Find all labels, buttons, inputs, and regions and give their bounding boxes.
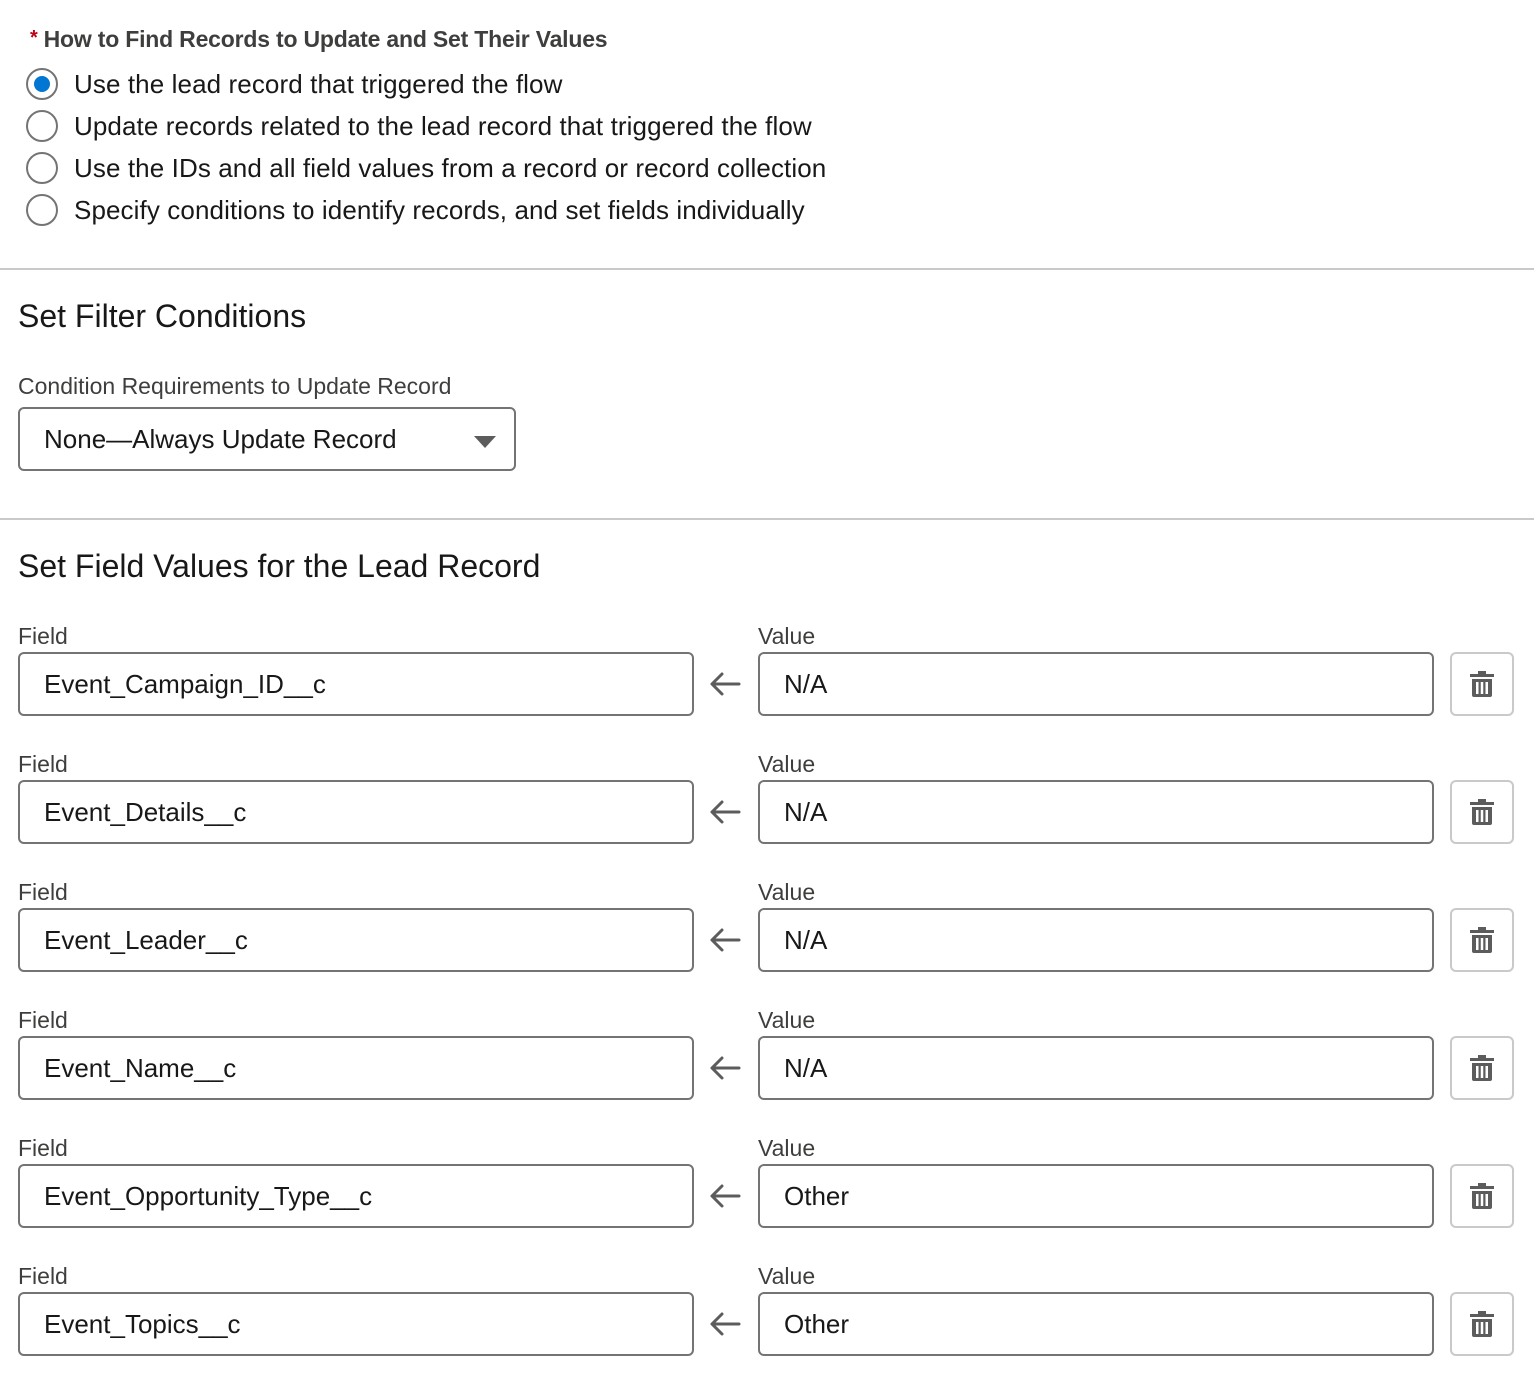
radio-option-label: Update records related to the lead record that triggered the flow bbox=[74, 110, 812, 141]
field-input[interactable]: Event_Topics__c bbox=[18, 1292, 694, 1356]
value-label: Value bbox=[758, 1263, 816, 1289]
field-input[interactable]: Event_Leader__c bbox=[18, 908, 694, 972]
condition-requirements-value: None—Always Update Record bbox=[44, 423, 397, 454]
value-input[interactable]: Other bbox=[758, 1164, 1434, 1228]
field-label: Field bbox=[18, 1007, 68, 1033]
arrow-left-icon bbox=[708, 925, 742, 955]
radio-button[interactable] bbox=[26, 110, 58, 142]
arrow-left-icon bbox=[708, 669, 742, 699]
trash-icon bbox=[1469, 1310, 1495, 1338]
field-input[interactable]: Event_Name__c bbox=[18, 1036, 694, 1100]
radio-option-related-records[interactable] bbox=[26, 109, 812, 143]
value-label: Value bbox=[758, 879, 816, 905]
radio-option-triggering-record[interactable] bbox=[26, 67, 562, 101]
radio-option-label: Use the lead record that triggered the flow bbox=[74, 68, 563, 99]
arrow-left-icon bbox=[708, 797, 742, 827]
value-label: Value bbox=[758, 751, 816, 777]
radio-option-label: Specify conditions to identify records, and set fields individually bbox=[74, 194, 805, 225]
field-assignment-row bbox=[0, 1007, 1534, 1117]
arrow-left-icon bbox=[708, 1309, 742, 1339]
radio-button[interactable] bbox=[26, 194, 58, 226]
arrow-left-icon bbox=[708, 1053, 742, 1083]
field-assignment-row bbox=[0, 751, 1534, 861]
caret-down-icon bbox=[474, 436, 496, 448]
delete-row-button[interactable] bbox=[1450, 652, 1514, 716]
field-input[interactable]: Event_Campaign_ID__c bbox=[18, 652, 694, 716]
filter-section-title: Set Filter Conditions bbox=[18, 298, 307, 334]
field-input[interactable]: Event_Opportunity_Type__c bbox=[18, 1164, 694, 1228]
section-divider bbox=[0, 518, 1534, 520]
value-label: Value bbox=[758, 623, 816, 649]
trash-icon bbox=[1469, 926, 1495, 954]
field-label: Field bbox=[18, 1135, 68, 1161]
find-records-label bbox=[30, 26, 607, 53]
delete-row-button[interactable] bbox=[1450, 1164, 1514, 1228]
value-label: Value bbox=[758, 1135, 816, 1161]
field-label: Field bbox=[18, 623, 68, 649]
radio-selected-dot bbox=[34, 76, 50, 92]
field-assignment-row bbox=[0, 1263, 1534, 1373]
value-label: Value bbox=[758, 1007, 816, 1033]
radio-option-specify-conditions[interactable] bbox=[26, 193, 805, 227]
condition-requirements-label: Condition Requirements to Update Record bbox=[18, 373, 452, 399]
delete-row-button[interactable] bbox=[1450, 1292, 1514, 1356]
radio-button-checked[interactable] bbox=[26, 68, 58, 100]
trash-icon bbox=[1469, 670, 1495, 698]
find-records-label-text: How to Find Records to Update and Set Their Values bbox=[43, 26, 608, 52]
field-input[interactable]: Event_Details__c bbox=[18, 780, 694, 844]
value-input[interactable]: N/A bbox=[758, 908, 1434, 972]
trash-icon bbox=[1469, 798, 1495, 826]
field-label: Field bbox=[18, 1263, 68, 1289]
value-input[interactable]: Other bbox=[758, 1292, 1434, 1356]
field-assignment-row bbox=[0, 879, 1534, 989]
radio-option-ids-and-values[interactable] bbox=[26, 151, 826, 185]
delete-row-button[interactable] bbox=[1450, 908, 1514, 972]
field-label: Field bbox=[18, 751, 68, 777]
field-assignment-row bbox=[0, 1135, 1534, 1245]
radio-option-label: Use the IDs and all field values from a record or record collection bbox=[74, 152, 827, 183]
required-marker: * bbox=[30, 27, 38, 49]
delete-row-button[interactable] bbox=[1450, 1036, 1514, 1100]
radio-button[interactable] bbox=[26, 152, 58, 184]
value-input[interactable]: N/A bbox=[758, 1036, 1434, 1100]
trash-icon bbox=[1469, 1182, 1495, 1210]
delete-row-button[interactable] bbox=[1450, 780, 1514, 844]
field-values-section-title: Set Field Values for the Lead Record bbox=[18, 548, 541, 584]
section-divider bbox=[0, 268, 1534, 270]
value-input[interactable]: N/A bbox=[758, 780, 1434, 844]
trash-icon bbox=[1469, 1054, 1495, 1082]
field-assignment-row bbox=[0, 623, 1534, 733]
value-input[interactable]: N/A bbox=[758, 652, 1434, 716]
field-label: Field bbox=[18, 879, 68, 905]
condition-requirements-select[interactable] bbox=[18, 407, 516, 471]
arrow-left-icon bbox=[708, 1181, 742, 1211]
